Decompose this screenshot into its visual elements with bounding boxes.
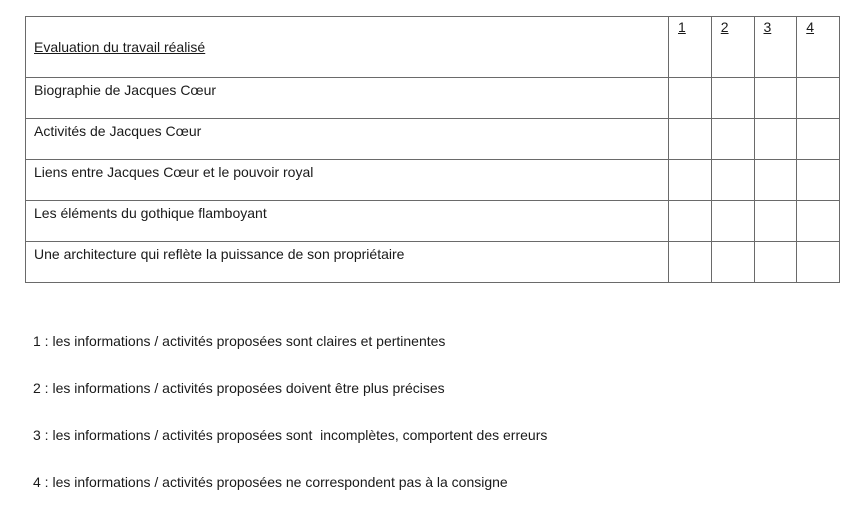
table-row (26, 242, 840, 283)
score-column-header-1 (669, 17, 712, 78)
score-cell[interactable] (754, 78, 797, 119)
score-cell[interactable] (669, 119, 712, 160)
criterion-cell (26, 242, 669, 283)
header-label-cell (26, 17, 669, 78)
score-cell[interactable] (797, 119, 840, 160)
table-row (26, 201, 840, 242)
table-row (26, 78, 840, 119)
legend-item: 1 : les informations / activités proposées sont claires et pertinentes (33, 333, 446, 349)
table-title: Evaluation du travail réalisé (34, 39, 206, 55)
evaluation-table (25, 16, 840, 283)
score-cell[interactable] (669, 160, 712, 201)
score-cell[interactable] (754, 119, 797, 160)
score-column-header-3 (754, 17, 797, 78)
score-column-header-4 (797, 17, 840, 78)
criterion-cell (26, 160, 669, 201)
criterion-cell (26, 78, 669, 119)
score-cell[interactable] (797, 78, 840, 119)
score-cell[interactable] (711, 201, 754, 242)
score-cell[interactable] (754, 160, 797, 201)
score-cell[interactable] (669, 201, 712, 242)
legend-item: 4 : les informations / activités proposées ne correspondent pas à la consigne (33, 474, 508, 490)
criterion-cell (26, 201, 669, 242)
score-cell[interactable] (711, 242, 754, 283)
score-column-header-2 (711, 17, 754, 78)
score-cell[interactable] (711, 78, 754, 119)
score-cell[interactable] (754, 201, 797, 242)
score-cell[interactable] (669, 242, 712, 283)
score-number-4: 4 (806, 19, 815, 35)
score-cell[interactable] (754, 242, 797, 283)
criterion-cell (26, 119, 669, 160)
scoring-legend (33, 331, 547, 519)
legend-item: 3 : les informations / activités proposées sont incomplètes, comportent des erreurs (33, 427, 548, 443)
score-cell[interactable] (797, 242, 840, 283)
table-header-row (26, 17, 840, 78)
criterion-label: Les éléments du gothique flamboyant (34, 205, 267, 221)
table-row (26, 119, 840, 160)
score-cell[interactable] (797, 160, 840, 201)
score-cell[interactable] (711, 119, 754, 160)
table-row (26, 160, 840, 201)
score-cell[interactable] (711, 160, 754, 201)
criterion-label: Une architecture qui reflète la puissance de son propriétaire (34, 246, 405, 262)
criterion-label: Activités de Jacques Cœur (34, 123, 202, 139)
score-cell[interactable] (797, 201, 840, 242)
legend-item: 2 : les informations / activités proposées doivent être plus précises (33, 380, 445, 396)
score-cell[interactable] (669, 78, 712, 119)
score-number-1: 1 (678, 19, 686, 35)
criterion-label: Biographie de Jacques Cœur (34, 82, 217, 98)
score-number-2: 2 (720, 19, 729, 35)
score-number-3: 3 (763, 19, 772, 35)
criterion-label: Liens entre Jacques Cœur et le pouvoir royal (34, 164, 314, 180)
